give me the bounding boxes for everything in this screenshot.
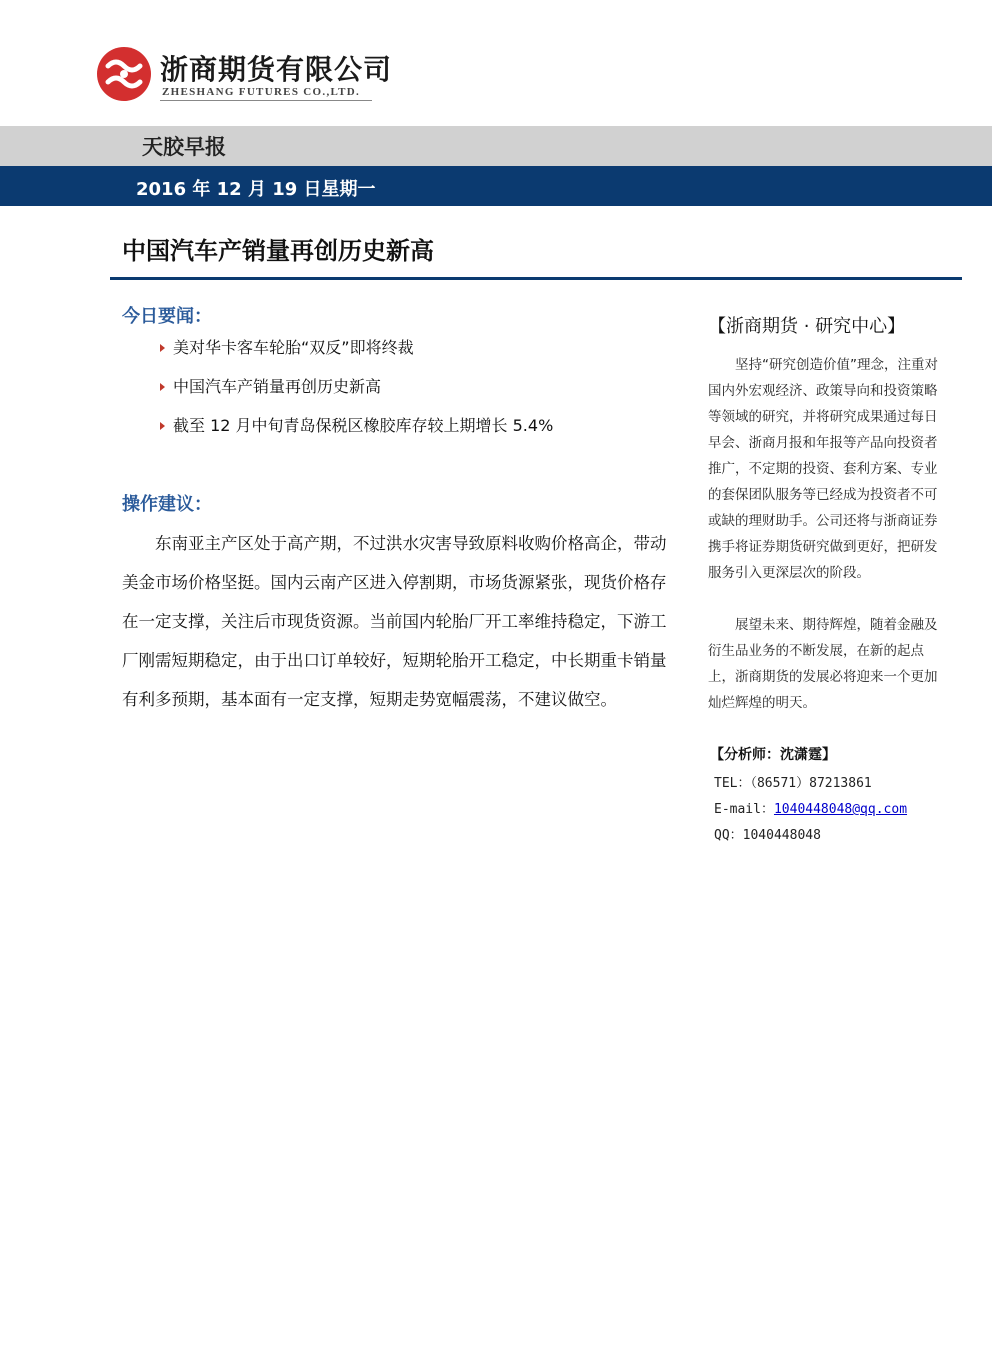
analyst-email xyxy=(714,798,907,817)
bullet-arrow-icon xyxy=(160,344,165,352)
news-item-text: 美对华卡客车轮胎“双反”即将终裁 xyxy=(173,338,414,357)
advice-body: 东南亚主产区处于高产期，不过洪水灾害导致原料收购价格高企，带动美金市场价格坚挺。国内云南产区进入停割期，市场货源紧张，现货价格存在一定支撑，关注后市现货资源。当前国内轮胎厂开工率维持稳定，下游工厂刚需短期稳定，由于出口订单较好，短期轮胎开工稳定，中长期重卡销量有利多预期，基本面有一定支撑，短期走势宽幅震荡，不建议做空。 xyxy=(122,534,667,709)
headline-divider xyxy=(110,277,962,280)
page-title: 中国汽车产销量再创历史新高 xyxy=(122,237,434,265)
bullet-arrow-icon xyxy=(160,383,165,391)
research-center-intro: 坚持“研究创造价值”理念，注重对国内外宏观经济、政策导向和投资策略等领域的研究，并将研究成果通过每日早会、浙商月报和年报等产品向投资者推广，不定期的投资、套利方案、专业的套保团队服务等已经成为投资者不可或缺的理财助手。公司还将与浙商证券携手将证券期货研究做到更好，把研发服务引入更深层次的阶段。 xyxy=(708,357,938,581)
tel-label: TEL： xyxy=(714,776,751,791)
report-date: 2016 年 12 月 19 日星期一 xyxy=(136,179,376,200)
news-item xyxy=(160,413,553,436)
research-center-outlook: 展望未来、期待辉煌，随着金融及衍生品业务的不断发展，在新的起点上，浙商期货的发展必将迎来一个更加灿烂辉煌的明天。 xyxy=(708,617,938,711)
company-name-cn: 浙商期货有限公司 xyxy=(160,53,393,86)
report-name: 天胶早报 xyxy=(142,135,226,159)
zheshang-logo-icon xyxy=(96,46,152,102)
qq-label: QQ： xyxy=(714,828,743,843)
analyst-name: 【分析师：沈潇霆】 xyxy=(710,747,836,763)
company-name-en: ZHESHANG FUTURES CO.,LTD. xyxy=(162,86,361,98)
brand-divider xyxy=(160,100,372,101)
email-label: E-mail： xyxy=(714,802,774,817)
news-section-title: 今日要闻： xyxy=(122,306,212,327)
news-item xyxy=(160,335,414,358)
news-item-text: 中国汽车产销量再创历史新高 xyxy=(173,377,382,396)
news-item-text: 截至 12 月中旬青岛保税区橡胶库存较上期增长 5.4% xyxy=(173,416,554,435)
research-center-title: 【浙商期货 · 研究中心】 xyxy=(708,316,906,337)
analyst-tel xyxy=(714,772,872,791)
email-link[interactable]: 1040448048@qq.com xyxy=(773,802,908,817)
news-item xyxy=(160,374,381,397)
advice-section-title: 操作建议： xyxy=(122,494,212,515)
bullet-arrow-icon xyxy=(160,422,165,430)
analyst-qq xyxy=(714,824,821,843)
tel-value: （86571）87213861 xyxy=(750,776,872,791)
qq-value: 1040448048 xyxy=(742,828,821,843)
